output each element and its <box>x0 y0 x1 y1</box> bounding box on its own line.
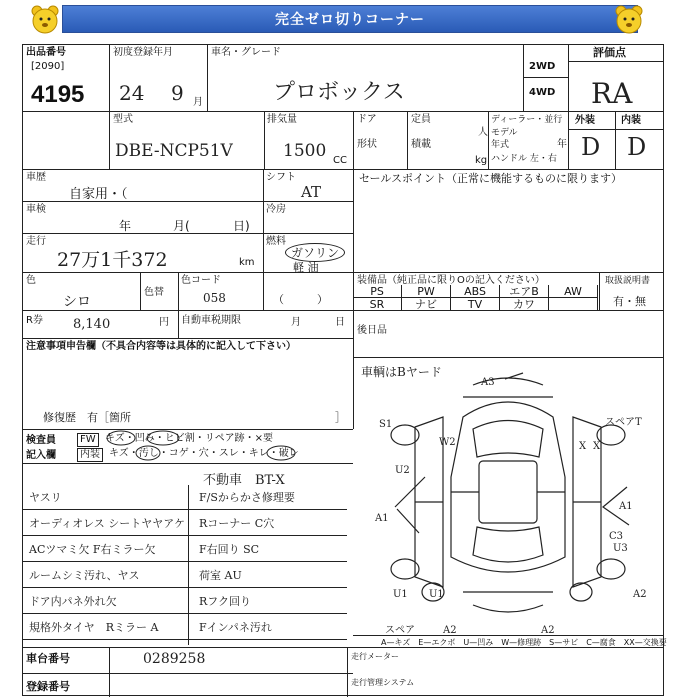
note-line-right: F右回り SC <box>199 543 260 556</box>
note-line-left: 規格外タイヤ Rミラー A <box>29 621 159 634</box>
displacement-label: 排気量 <box>267 114 297 125</box>
mileage-label: 走行 <box>26 236 46 247</box>
tax-label: 自動車税期限 <box>181 315 241 326</box>
damage-legend: A—キズ E—エクボ U—凹み W—修理跡 S—サビ C—腐食 XX—交換要 <box>381 638 667 647</box>
notes-label: 注意事項申告欄（不具合内容等は具体的に記入して下さい） <box>26 341 296 352</box>
damage-mark: W2 <box>439 437 456 448</box>
first-reg-month: 9 <box>171 81 184 105</box>
equipment-item: ナビ <box>402 298 451 311</box>
note-line-left: ACツマミ欠 F右ミラー欠 <box>29 543 156 556</box>
inspector-label: 検査員 記入欄 <box>26 435 56 461</box>
exterior-label: 外装 <box>575 115 595 126</box>
lot-label: 出品番号 <box>26 47 66 58</box>
equipment-item: PS <box>353 285 402 298</box>
registration-label: 車歴 <box>26 172 46 183</box>
shape-label: 形状 <box>357 139 377 150</box>
later-items-label: 後日品 <box>357 325 387 336</box>
door-label: ドア <box>357 114 377 125</box>
chassis-label: 車台番号 <box>26 652 70 665</box>
note-line-left: オーディオレス シートヤヤアケ <box>29 517 185 530</box>
equipment-item: PW <box>402 285 451 298</box>
equipment-item: ABS <box>451 285 500 298</box>
lot-number: 4195 <box>31 81 85 108</box>
damage-mark: A1 <box>619 501 633 512</box>
damage-mark: U1 <box>393 589 408 600</box>
model-year-unit: 年 <box>557 139 567 150</box>
auction-sheet <box>22 44 667 696</box>
dealer-label: ディーラー・並行 <box>491 115 563 125</box>
note-line-right: Rコーナー C穴 <box>199 517 275 530</box>
fw-label: FW <box>77 433 99 447</box>
damage-mark: U3 <box>613 543 628 554</box>
score-label: 評価点 <box>593 46 626 59</box>
lot-sub-number: [2090] <box>31 61 65 72</box>
meter-system-label: 走行管理システム <box>351 678 415 687</box>
first-reg-label: 初度登録年月 <box>113 47 173 58</box>
displacement-value: 1500 <box>283 141 327 161</box>
damage-mark: X <box>593 441 601 452</box>
mileage-value: 27万1千372 <box>57 249 168 271</box>
note-line-right: 荷室 AU <box>199 569 242 582</box>
interior-check-items: キズ・汚し・コゲ・穴・スレ・キレ・破レ <box>109 448 299 459</box>
shift-label: シフト <box>266 172 296 183</box>
handle-label: ハンドル 左・右 <box>491 154 557 164</box>
car-name: プロボックス <box>273 80 405 105</box>
tax-day: 日 <box>335 317 345 328</box>
damage-mark: X <box>579 441 587 452</box>
inspection-day: 日) <box>233 219 250 233</box>
damage-mark: A2 <box>633 589 647 600</box>
drive-4wd: 4WD <box>529 87 556 98</box>
displacement-unit: CC <box>333 155 347 166</box>
color-code: 058 <box>203 291 226 305</box>
note-line-right: Rフク回り <box>199 595 251 608</box>
color-value: シロ <box>63 294 91 310</box>
model-label: 型式 <box>113 114 133 125</box>
fuel-gasoline: ガソリン <box>285 243 345 262</box>
tax-month: 月 <box>291 317 301 328</box>
fuel-diesel: 軽 油 <box>293 261 319 274</box>
damage-mark: スペア <box>385 625 415 636</box>
interior-check-label: 内装 <box>77 448 103 462</box>
first-reg-month-unit: 月 <box>193 97 203 108</box>
capacity-unit: 人 <box>478 127 488 138</box>
model-value: DBE-NCP51V <box>115 141 233 161</box>
meter-label: 走行メーター <box>351 652 399 661</box>
damage-mark: A2 <box>443 625 457 636</box>
registration-value: 自家用・（ <box>69 187 128 202</box>
chassis-number: 0289258 <box>143 651 206 667</box>
bear-mascot-icon <box>612 3 646 37</box>
note-line-right: Fインパネ汚れ <box>199 621 272 634</box>
damage-mark: スペアT <box>605 417 642 428</box>
note-line-left: ヤスリ <box>29 491 62 504</box>
inspection-month: 月( <box>173 219 190 233</box>
owner-manual-value: 有・無 <box>613 295 646 308</box>
equipment-label: 装備品（純正品に限りOの記入ください） <box>357 275 545 286</box>
diagram-note: 車輌はBヤード <box>361 365 442 379</box>
equipment-item: エアB <box>500 285 549 298</box>
equipment-item: TV <box>451 298 500 311</box>
shift-value: AT <box>301 183 322 201</box>
inspection-label: 車検 <box>26 204 46 215</box>
owner-manual-label: 取扱説明書 <box>605 276 651 286</box>
color-label: 色 <box>26 275 36 286</box>
repair-history-end: ］ <box>335 411 346 424</box>
load-label: 積載 <box>411 139 431 150</box>
load-unit: kg <box>475 155 488 166</box>
car-name-label: 車名・グレード <box>211 47 281 58</box>
equipment-item: AW <box>549 285 598 298</box>
interior-label: 内装 <box>621 115 641 126</box>
circle-marks <box>105 430 345 464</box>
damage-mark: A1 <box>375 513 389 524</box>
damage-mark: A2 <box>541 625 555 636</box>
plate-label: 登録番号 <box>26 680 70 693</box>
fuel-label: 燃料 <box>266 236 286 247</box>
fw-items: キズ・凹み・ヒビ割・リペア跡・×要 <box>105 433 273 444</box>
score-value: RA <box>591 77 633 110</box>
damage-mark: U2 <box>395 465 410 476</box>
header <box>0 0 700 40</box>
fuel-paren: （ ） <box>273 293 328 306</box>
drive-2wd: 2WD <box>529 61 556 72</box>
model-year-label: モデル 年式 <box>491 128 518 150</box>
equipment-item <box>549 298 598 311</box>
page-title: 完全ゼロ切りコーナー <box>62 5 638 33</box>
color-tone-label: 色替 <box>144 287 164 298</box>
inspection-year: 年 <box>119 219 132 233</box>
sales-point-label: セールスポイント（正常に機能するものに限ります） <box>359 172 623 185</box>
note-line-left: ルームシミ汚れ、ヤス <box>29 569 140 582</box>
note-line-right: F/Sからかさ修理要 <box>199 491 295 504</box>
damage-mark: A3 <box>481 377 495 388</box>
recycle-value: 8,140 <box>73 317 111 332</box>
first-reg-year: 24 <box>119 81 145 105</box>
damage-mark: C3 <box>609 531 624 542</box>
exterior-score: D <box>581 133 601 161</box>
equipment-item: カワ <box>500 298 549 311</box>
interior-score: D <box>627 133 647 161</box>
immobile-note: 不動車 BT-X <box>203 473 285 488</box>
damage-mark: U1 <box>429 589 444 600</box>
damage-mark: S1 <box>379 419 393 430</box>
note-line-left: ドア内パネ外れ欠 <box>29 595 117 608</box>
capacity-label: 定員 <box>411 114 431 125</box>
repair-history: 修復歴 有［箇所 <box>43 411 131 424</box>
color-code-label: 色コード <box>181 275 221 286</box>
equipment-item: SR <box>353 298 402 311</box>
mileage-unit: km <box>239 257 255 268</box>
ac-label: 冷房 <box>266 204 286 215</box>
bear-mascot-icon <box>28 3 62 37</box>
recycle-unit: 円 <box>159 317 169 328</box>
recycle-label: R券 <box>26 315 43 326</box>
